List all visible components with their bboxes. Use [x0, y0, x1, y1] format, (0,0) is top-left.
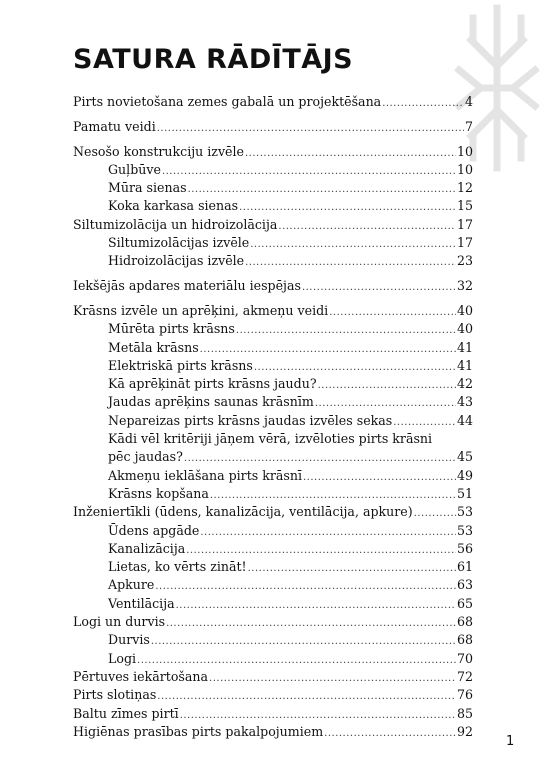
toc-entry-title: Akmeņu ieklāšana pirts krāsnī [108, 467, 302, 483]
toc-entry-title: Logi un durvis [73, 614, 166, 630]
dot-leader [278, 218, 456, 236]
toc-entry-title: Baltu zīmes pirtī [73, 705, 179, 721]
dot-leader [176, 597, 456, 615]
toc-subentry[interactable] [73, 339, 473, 357]
toc-entry[interactable] [73, 118, 473, 136]
dot-leader [245, 145, 456, 163]
toc-page-number: 85 [456, 705, 473, 721]
toc-page-number: 70 [456, 650, 473, 666]
toc-page-number: 49 [456, 467, 473, 483]
toc-entry-title: Krāsns kopšana [108, 485, 209, 501]
toc-page-number: 92 [456, 723, 473, 739]
toc-entry-title: Mūrēta pirts krāsns [108, 321, 235, 337]
toc-page-number: 17 [456, 216, 473, 232]
toc-page-number: 61 [456, 559, 473, 575]
toc-subentry[interactable] [73, 485, 473, 503]
toc-entry[interactable] [73, 143, 473, 161]
toc-subentry[interactable] [73, 631, 473, 649]
toc-subentry[interactable] [73, 161, 473, 179]
dot-leader [382, 95, 464, 113]
table-of-contents [73, 93, 473, 741]
dot-leader [302, 279, 456, 297]
toc-entry-title: Guļbūve [108, 161, 161, 177]
dot-leader [151, 633, 456, 651]
toc-entry-title: Pērtuves iekārtošana [73, 668, 209, 684]
dot-leader [329, 304, 456, 322]
toc-entry-title: Nepareizas pirts krāsns jaudas izvēles sekas [108, 412, 393, 428]
dot-leader [162, 163, 456, 181]
dot-leader [245, 254, 456, 272]
toc-page-number: 15 [456, 198, 473, 214]
toc-entry-title: Higiēnas prasības pirts pakalpojumiem [73, 723, 324, 739]
toc-page-number: 42 [456, 376, 473, 392]
dot-leader [318, 377, 456, 395]
toc-entry[interactable] [73, 93, 473, 111]
toc-entry-title: Lietas, ko vērts zināt! [108, 559, 247, 575]
toc-subentry[interactable] [73, 430, 473, 448]
toc-subentry[interactable] [73, 595, 473, 613]
dot-leader [209, 670, 456, 688]
toc-entry-title: Logi [108, 650, 137, 666]
toc-page-number: 10 [456, 143, 473, 159]
toc-entry-title: Kādi vēl kritēriji jāņem vērā, izvēloties pirts krāsni [108, 431, 433, 447]
toc-entry[interactable] [73, 668, 473, 686]
toc-subentry[interactable] [73, 412, 473, 430]
toc-entry-title: Metāla krāsns [108, 339, 199, 355]
toc-subentry[interactable] [73, 393, 473, 411]
toc-subentry[interactable] [73, 522, 473, 540]
toc-entry-title: Iekšējās apdares materiālu iespējas [73, 278, 301, 294]
toc-entry-title: Hidroizolācijas izvēle [108, 253, 245, 269]
toc-page-number: 32 [456, 278, 473, 294]
toc-entry[interactable] [73, 216, 473, 234]
dot-leader [155, 578, 456, 596]
toc-entry-title: Siltumizolācijas izvēle [108, 235, 250, 251]
toc-page-number: 72 [456, 668, 473, 684]
page-number: 1 [506, 734, 515, 749]
toc-subentry[interactable] [73, 179, 473, 197]
toc-entry-title: Pirts slotiņas [73, 687, 157, 703]
toc-subentry[interactable] [73, 357, 473, 375]
toc-page-number: 56 [456, 540, 473, 556]
toc-entry[interactable] [73, 705, 473, 723]
toc-entry-title: Pamatu veidi [73, 118, 156, 134]
dot-leader [250, 236, 456, 254]
toc-page-number: 12 [456, 180, 473, 196]
dot-leader [414, 505, 456, 523]
toc-subentry[interactable] [73, 467, 473, 485]
toc-entry-title: Pirts novietošana zemes gabalā un projektēšana [73, 94, 382, 109]
toc-entry-title: Durvis [108, 632, 150, 648]
toc-subentry[interactable] [73, 197, 473, 215]
toc-subentry[interactable] [73, 252, 473, 270]
toc-page-number: 51 [456, 485, 473, 501]
toc-entry-title: Mūra sienas [108, 180, 187, 196]
toc-entry-title: Elektriskā pirts krāsns [108, 357, 253, 373]
toc-entry[interactable] [73, 723, 473, 741]
toc-subentry[interactable] [73, 448, 473, 466]
dot-leader [157, 120, 464, 138]
toc-subentry[interactable] [73, 234, 473, 252]
toc-page-number: 40 [456, 302, 473, 318]
toc-entry-title: Ventilācija [108, 595, 175, 611]
toc-entry-title: Kanalizācija [108, 540, 186, 556]
toc-subentry[interactable] [73, 540, 473, 558]
toc-page-number: 44 [456, 412, 473, 428]
toc-entry-title: Apkure [108, 577, 155, 593]
toc-page-number: 40 [456, 321, 473, 337]
toc-subentry[interactable] [73, 558, 473, 576]
dot-leader [236, 322, 456, 340]
toc-entry-title: Nesošo konstrukciju izvēle [73, 143, 244, 159]
toc-subentry[interactable] [73, 320, 473, 338]
toc-entry[interactable] [73, 686, 473, 704]
toc-page-number: 41 [456, 339, 473, 355]
dot-leader [303, 469, 456, 487]
toc-entry[interactable] [73, 277, 473, 295]
dot-leader [248, 560, 456, 578]
toc-page-number: 23 [456, 253, 473, 269]
toc-entry-title: Jaudas aprēķins saunas krāsnīm [108, 394, 314, 410]
toc-entry-title: Siltumizolācija un hidroizolācija [73, 216, 278, 232]
toc-entry-title: Krāsns izvēle un aprēķini, akmeņu veidi [73, 302, 329, 318]
toc-entry-title: Inženiertīkli (ūdens, kanalizācija, ventilācija, apkure) [73, 504, 413, 520]
toc-entry[interactable] [73, 302, 473, 320]
page-title: SATURA RĀDĪTĀJS [73, 44, 354, 75]
toc-page-number: 45 [456, 449, 473, 465]
toc-page-number: 68 [456, 632, 473, 648]
toc-subentry[interactable] [73, 576, 473, 594]
toc-page-number: 76 [456, 687, 473, 703]
toc-entry-title: Kā aprēķināt pirts krāsns jaudu? [108, 376, 317, 392]
toc-subentry[interactable] [73, 375, 473, 393]
toc-page-number: 53 [456, 504, 473, 520]
dot-leader [324, 725, 456, 743]
toc-page-number: 68 [456, 614, 473, 630]
toc-page-number: 63 [456, 577, 473, 593]
toc-page-number: 4 [464, 94, 473, 109]
toc-page-number: 10 [456, 161, 473, 177]
toc-page-number: 53 [456, 522, 473, 538]
toc-page-number: 43 [456, 394, 473, 410]
toc-page-number: 17 [456, 235, 473, 251]
toc-entry-title: Ūdens apgāde [108, 522, 200, 538]
toc-page-number: 7 [464, 118, 473, 134]
toc-page-number: 41 [456, 357, 473, 373]
toc-page-number: 65 [456, 595, 473, 611]
dot-leader [200, 524, 456, 542]
toc-entry[interactable] [73, 503, 473, 521]
toc-entry-title: Koka karkasa sienas [108, 198, 239, 214]
dot-leader [157, 688, 456, 706]
toc-entry-title: pēc jaudas? [108, 449, 183, 465]
toc-entry[interactable] [73, 613, 473, 631]
dot-leader [166, 615, 456, 633]
toc-subentry[interactable] [73, 650, 473, 668]
